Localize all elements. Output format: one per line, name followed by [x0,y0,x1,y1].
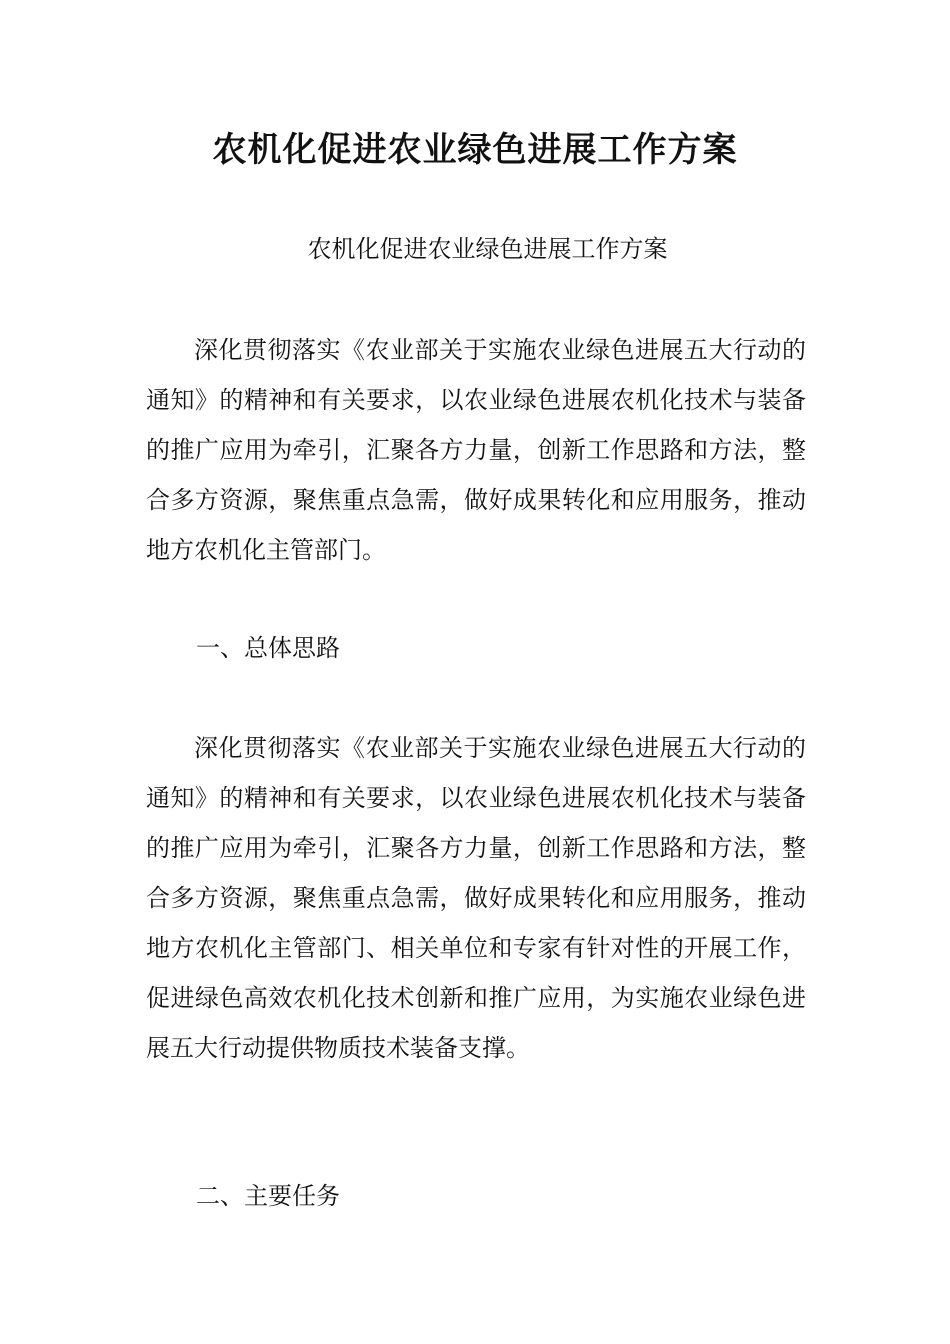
document-subtitle: 农机化促进农业绿色进展工作方案 [307,235,668,263]
section-body-overall-approach: 深化贯彻落实《农业部关于实施农业绿色进展五大行动的通知》的精神和有关要求，以农业绿色进展农机化技术与装备的推广应用为牵引，汇聚各方力量，创新工作思路和方法，整合多方资源，聚焦重点急需，做好成果转化和应用服务，推动地方农机化主管部门、相关单位和专家有针对性的开展工作，促进绿色高效农机化技术创新和推广应用，为实施农业绿色进展五大行动提供物质技术装备支撑。 [146,734,806,1062]
section-heading-main-tasks: 二、主要任务 [196,1182,340,1210]
intro-paragraph: 深化贯彻落实《农业部关于实施农业绿色进展五大行动的通知》的精神和有关要求，以农业绿色进展农机化技术与装备的推广应用为牵引，汇聚各方力量，创新工作思路和方法，整合多方资源，聚焦重点急需，做好成果转化和应用服务，推动地方农机化主管部门。 [146,336,806,564]
document-title: 农机化促进农业绿色进展工作方案 [212,130,738,170]
section-heading-overall-approach: 一、总体思路 [196,634,340,662]
